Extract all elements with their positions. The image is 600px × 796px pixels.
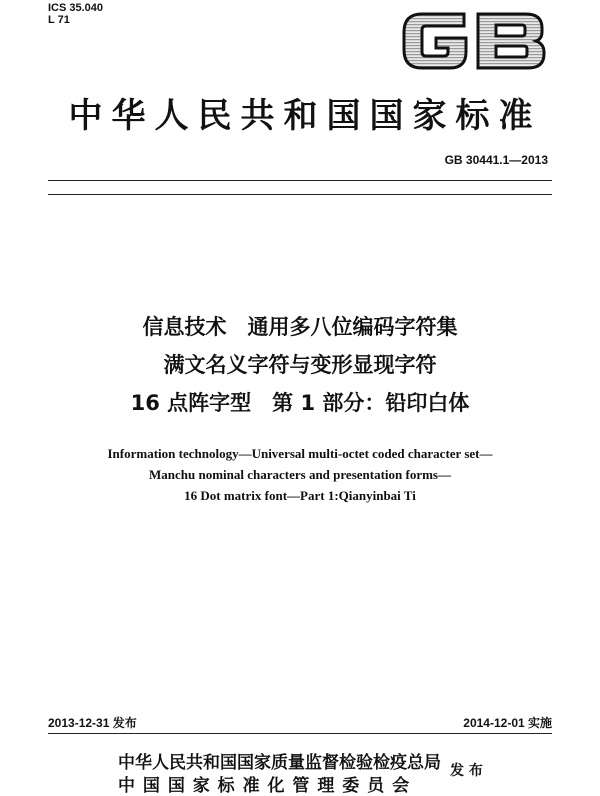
publish-action: 发 布 [450, 763, 483, 779]
ccs-number: L 71 [48, 14, 70, 26]
publisher-sac: 中 国 国 家 标 准 化 管 理 委 员 会 [118, 776, 411, 796]
standard-number: GB 30441.1—2013 [444, 153, 548, 167]
title-en-line2: Manchu nominal characters and presentation forms— [148, 467, 451, 482]
header-rule-bottom [48, 194, 552, 195]
gb-logo-graphic [398, 6, 548, 74]
header-rule-top [48, 180, 552, 181]
gb-logo [398, 6, 548, 74]
implement-date: 2014-12-01 实施 [463, 716, 552, 730]
title-cn-line2: 满文名义字符与变形显现字符 [163, 353, 437, 377]
standard-category-title: 中华人民共和国国家标准 [68, 96, 542, 136]
title-cn-line1: 信息技术 通用多八位编码字符集 [142, 315, 458, 339]
title-en-line3: 16 Dot matrix font—Part 1:Qianyinbai Ti [184, 488, 416, 503]
footer-rule [48, 733, 552, 734]
ics-number: ICS 35.040 [48, 2, 104, 14]
publisher-aqsiq: 中华人民共和国国家质量监督检验检疫总局 [118, 753, 441, 773]
ics-code [48, 2, 103, 26]
title-cn-line3: 16 点阵字型 第 1 部分：铅印白体 [130, 391, 470, 415]
title-en-line1: Information technology—Universal multi-octet coded character set— [107, 446, 493, 461]
issue-date: 2013-12-31 发布 [48, 716, 137, 730]
